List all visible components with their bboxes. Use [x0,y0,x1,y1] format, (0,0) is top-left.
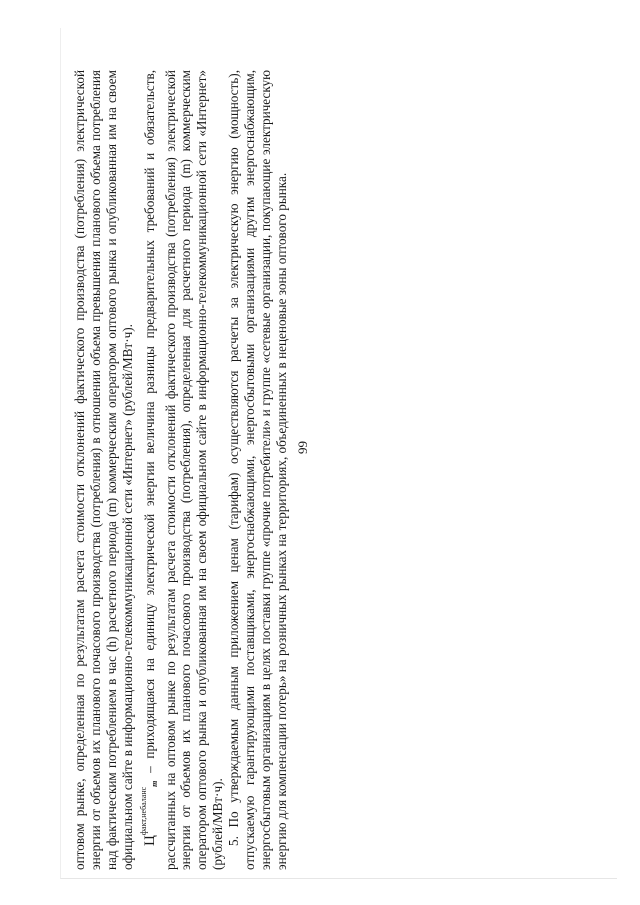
formula-subscript: m [149,780,159,787]
price-formula [138,780,159,846]
paragraph-3: 5. По утверждаемым данным приложением ценам (тарифам) осуществляются расчеты за электрическую энергию (мощность), отпускаемую гарантирующими поставщиками, энергоснабжающими, энергосбытовыми организациями другим энергоснабжающим, энергосбытовым организациям в целях поставки группе «прочие потребители» и группе «сетевые организации, покупающие электрическую энергию для компенсации потерь» на розничных рынках на территориях, объединенных в неценовые зоны оптового рынка. [226,70,289,870]
paragraph-2-text: – приходящаяся на единицу электрической энергии величина разницы предварительных требований и обязательств, рассчитанных на оптовом рынке по результатам расчета стоимости отклонений фактического производства (потребления) электрической энергии от объемов их планового почасового производства (потребления), определенная для расчетного периода (m) коммерческим оператором оптового рынка и опубликованная им на своем официальном сайте в информационно-телекоммуникационной сети «Интернет» (рублей/МВт·ч). [141,70,226,870]
formula-base: Ц [141,835,158,846]
document-body [72,70,332,870]
page-number: 99 [295,441,310,454]
paragraph-1: оптовом рынке, определенная по результатам расчета стоимости отклонений фактического производства (потребления) электрической энергии от объемов их планового почасового производства (потребления) в отношении объема превышения планового объема потребления над фактическим потреблением в час (h) расчетного периода (m) коммерческим оператором оптового рынка и опубликованная им на своем официальном сайте в информационно-телекоммуникационной сети «Интернет» (рублей/МВт·ч). [72,70,135,870]
formula-superscript: факт,небаланс [138,786,148,836]
paragraph-2 [136,70,227,870]
